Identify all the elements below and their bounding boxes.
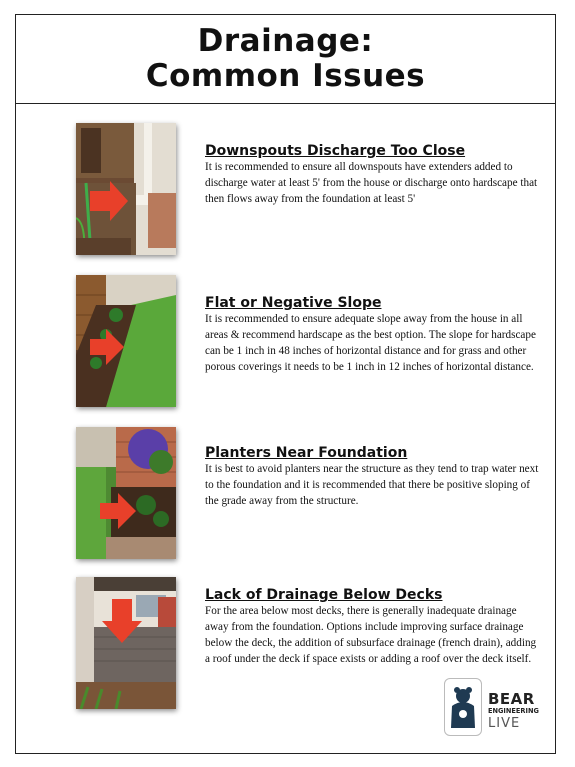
logo-text-bear: BEAR bbox=[488, 690, 535, 708]
section-body-planters: It is best to avoid planters near the structure as they tend to trap water next to the foundation and it is recommended that there be positive sloping of the grade away from the structure. bbox=[205, 463, 539, 507]
bear-engineering-logo bbox=[442, 676, 552, 738]
logo-text-live: LIVE bbox=[488, 716, 521, 731]
section-title-planters: Planters Near Foundation bbox=[205, 445, 408, 461]
downspout-photo bbox=[76, 123, 176, 255]
section-title-downspouts: Downspouts Discharge Too Close bbox=[205, 143, 466, 159]
section-body-decks: For the area below most decks, there is generally inadequate drainage away from the foundation. Options include improving surface drainage below the deck, the addition of subsurface drainage (french drain), adding a roof under the deck if space exists or adding a roof over the deck itself. bbox=[205, 605, 537, 665]
title-box bbox=[15, 14, 556, 104]
page-title-line-2: Common Issues bbox=[145, 58, 426, 94]
section-title-slope: Flat or Negative Slope bbox=[205, 295, 382, 311]
section-body-downspouts: It is recommended to ensure all downspouts have extenders added to discharge water at least 5' from the house or discharge onto hardscape that then flows away from the foundation at least 5' bbox=[205, 161, 538, 205]
planter-photo bbox=[76, 427, 176, 559]
page-title-line-1: Drainage: bbox=[197, 23, 374, 59]
section-body-slope: It is recommended to ensure adequate slope away from the house in all areas & recommend hardscape as the best option. The slope for hardscape can be 1 inch in 48 inches of horizontal distance and for grass and other porous coverings it needs to be 1 inch in 12 inches of horizontal distance. bbox=[205, 313, 536, 373]
section-title-decks: Lack of Drainage Below Decks bbox=[205, 587, 443, 603]
slope-photo bbox=[76, 275, 176, 407]
logo-text-engineering: ENGINEERING bbox=[488, 707, 539, 715]
bear-icon bbox=[448, 686, 478, 730]
deck-photo bbox=[76, 577, 176, 709]
